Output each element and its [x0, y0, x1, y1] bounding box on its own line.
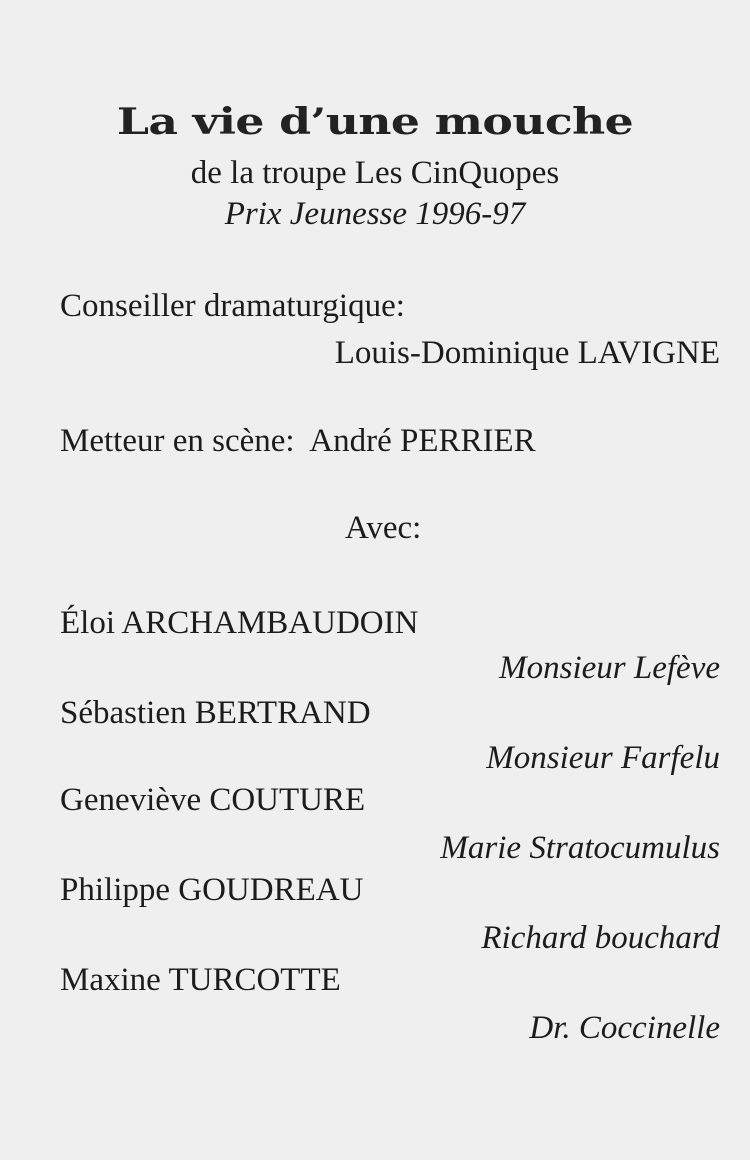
cast-actor: Geneviève COUTURE: [60, 782, 366, 818]
director-line: [60, 425, 536, 458]
dramaturg-label: Conseiller dramaturgique:: [60, 288, 405, 324]
cast-role: Richard bouchard: [481, 920, 720, 956]
troupe-subtitle: de la troupe Les CinQuopes: [190, 155, 560, 191]
director-label: Metteur en scène:: [60, 423, 295, 459]
dramaturg-name: Louis-Dominique LAVIGNE: [334, 335, 720, 371]
cast-actor: Éloi ARCHAMBAUDOIN: [60, 605, 419, 641]
play-title: La vie d’une mouche: [116, 101, 634, 143]
cast-actor: Maxine TURCOTTE: [60, 962, 341, 998]
cast-role: Monsieur Farfelu: [486, 740, 720, 776]
cast-label: Avec:: [345, 510, 422, 546]
cast-role: Dr. Coccinelle: [529, 1010, 720, 1046]
award-line: Prix Jeunesse 1996-97: [224, 196, 526, 232]
director-name: André PERRIER: [309, 423, 536, 459]
cast-role: Monsieur Lefève: [499, 650, 720, 686]
cast-actor: Philippe GOUDREAU: [60, 872, 364, 908]
cast-actor: Sébastien BERTRAND: [60, 695, 371, 731]
cast-role: Marie Stratocumulus: [440, 830, 720, 866]
